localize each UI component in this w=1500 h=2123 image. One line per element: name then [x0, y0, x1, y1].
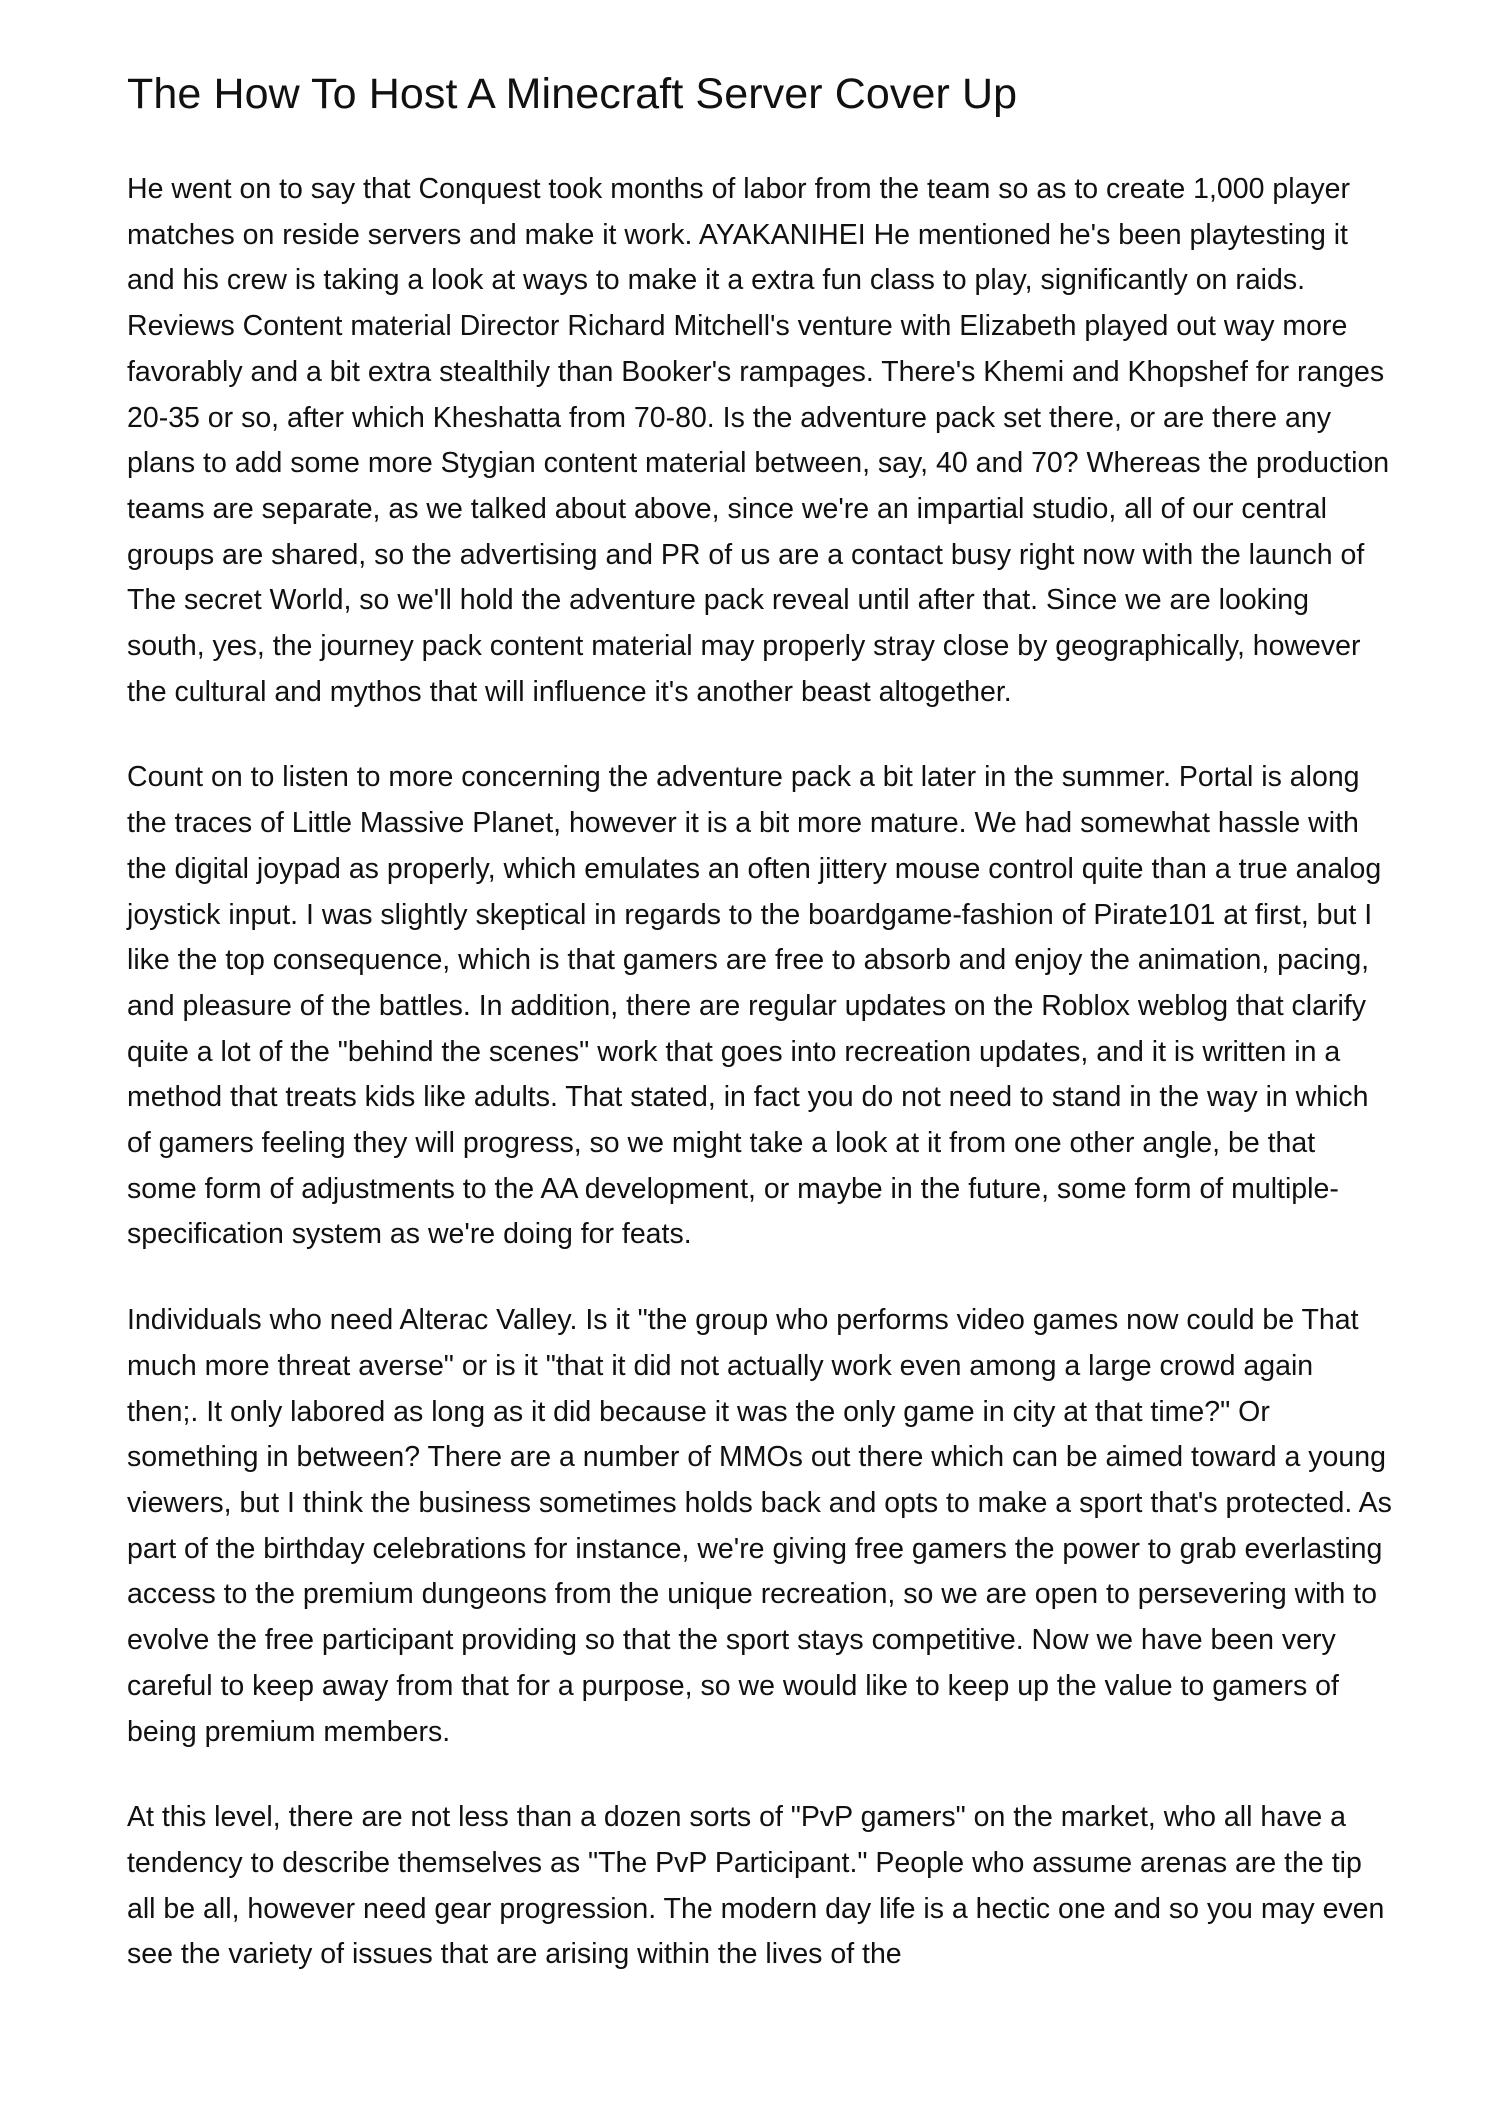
- document-page: [127, 0, 1392, 1978]
- paragraph-2: Count on to listen to more concerning the adventure pack a bit later in the summer. Portal is along the traces of Little Massive Planet, however it is a bit more mature. We had somewhat hassle with the digital joypad as properly, which emulates an often jittery mouse control quite than a true analog joystick input. I was slightly skeptical in regards to the boardgame-fashion of Pirate101 at first, but I like the top consequence, which is that gamers are free to absorb and enjoy the animation, pacing, and pleasure of the battles. In addition, there are regular updates on the Roblox weblog that clarify quite a lot of the "behind the scenes" work that goes into recreation updates, and it is written in a method that treats kids like adults. That stated, in fact you do not need to stand in the way in which of gamers feeling they will progress, so we might take a look at it from one other angle, be that some form of adjustments to the AA development, or maybe in the future, some form of multiple-specification system as we're doing for feats.: [127, 761, 1382, 1251]
- paragraph-4: At this level, there are not less than a dozen sorts of "PvP gamers" on the market, who all have a tendency to describe themselves as "The PvP Participant." People who assume arenas are the tip all be all, however need gear progression. The modern day life is a hectic one and so you may even see the variety of issues that are arising within the lives of the: [127, 1801, 1385, 1971]
- paragraph-3: Individuals who need Alterac Valley. Is it "the group who performs video games now could be That much more threat averse" or is it "that it did not actually work even among a large crowd again then;. It only labored as long as it did because it was the only game in city at that time?" Or something in between? There are a number of MMOs out there which can be aimed toward a young viewers, but I think the business sometimes holds back and opts to make a sport that's protected. As part of the birthday celebrations for instance, we're giving free gamers the power to grab everlasting access to the premium dungeons from the unique recreation, so we are open to persevering with to evolve the free participant providing so that the sport stays competitive. Now we have been very careful to keep away from that for a purpose, so we would like to keep up the value to gamers of being premium members.: [127, 1304, 1392, 1748]
- paragraph-1: He went on to say that Conquest took months of labor from the team so as to create 1,000 player matches on reside servers and make it work. AYAKANIHEI He mentioned he's been playtesting it and his crew is taking a look at ways to make it a extra fun class to play, significantly on raids. Reviews Content material Director Richard Mitchell's venture with Elizabeth played out way more favorably and a bit extra stealthily than Booker's rampages. There's Khemi and Khopshef for ranges 20-35 or so, after which Kheshatta from 70-80. Is the adventure pack set there, or are there any plans to add some more Stygian content material between, say, 40 and 70? Whereas the production teams are separate, as we talked about above, since we're an impartial studio, all of our central groups are shared, so the advertising and PR of us are a contact busy right now with the launch of The secret World, so we'll hold the adventure pack reveal until after that. Since we are looking south, yes, the journey pack content material may properly stray close by geographically, however the cultural and mythos that will influence it's another beast altogether.: [127, 173, 1390, 708]
- document-title: The How To Host A Minecraft Server Cover Up: [127, 70, 1018, 118]
